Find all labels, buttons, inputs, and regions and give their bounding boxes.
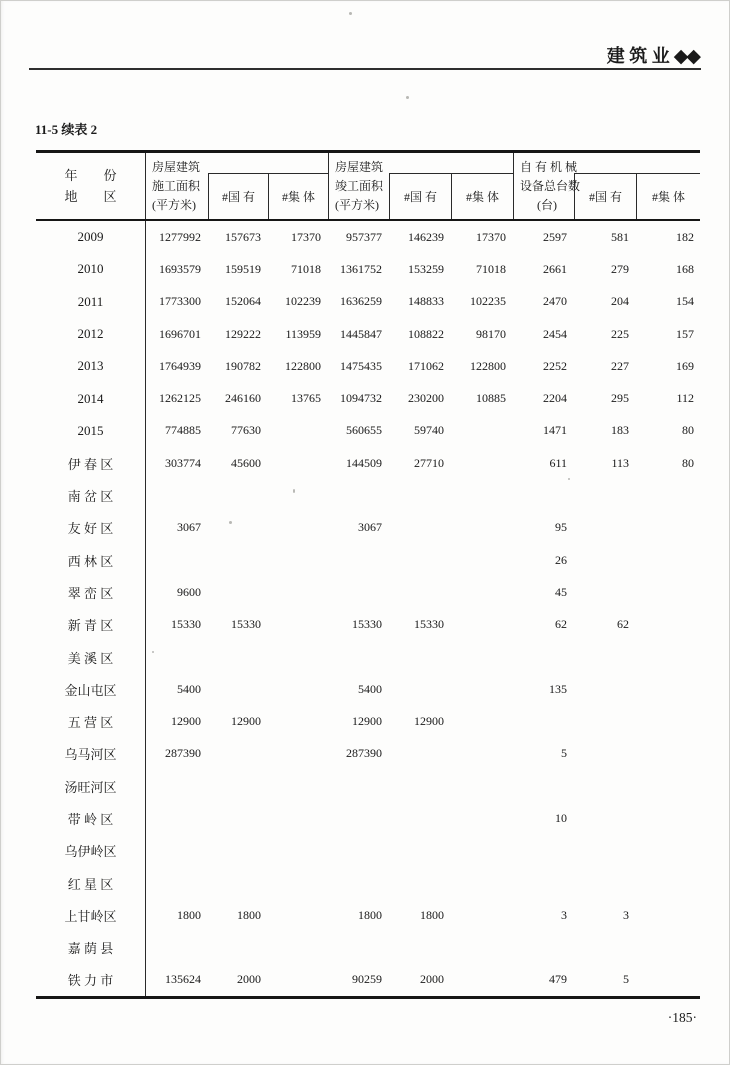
chapter-title: 建 筑 业 — [606, 46, 670, 66]
cell-value: 10885 — [476, 391, 506, 406]
cell-value: 5400 — [177, 681, 201, 696]
cell-value: 1696701 — [159, 326, 201, 341]
cell-value: 9600 — [177, 584, 201, 599]
row-label: 带 岭 区 — [36, 802, 146, 834]
cell-value: 10 — [555, 810, 567, 825]
header-group-machinery — [513, 153, 700, 219]
table-row — [36, 705, 700, 737]
cell-value: 1800 — [177, 907, 201, 922]
table-row — [36, 673, 700, 705]
cell-value: 5400 — [358, 681, 382, 696]
cell-value: 15330 — [352, 617, 382, 632]
table-row — [36, 964, 700, 996]
cell-value: 182 — [676, 229, 694, 244]
cell-value: 190782 — [225, 358, 261, 373]
table-row — [36, 867, 700, 899]
cell-value: 153259 — [408, 261, 444, 276]
cell-value: 12900 — [171, 714, 201, 729]
group-spacer — [389, 153, 513, 173]
scan-speck — [293, 489, 295, 493]
table-caption: 11-5 续表 2 — [35, 122, 98, 137]
table-row — [36, 382, 700, 414]
cell-value: 1475435 — [340, 358, 382, 373]
group-subcolumns — [208, 153, 328, 219]
cell-value: 135624 — [165, 972, 201, 987]
table-row — [36, 802, 700, 834]
subheader-state-owned: #国 有 — [208, 174, 268, 219]
table-row — [36, 641, 700, 673]
row-label: 翠 峦 区 — [36, 576, 146, 608]
table-row — [36, 932, 700, 964]
cell-value: 154 — [676, 294, 694, 309]
row-label: 铁 力 市 — [36, 964, 146, 996]
cell-value: 227 — [611, 358, 629, 373]
table-row — [36, 415, 700, 447]
cell-value: 2204 — [543, 391, 567, 406]
data-table — [36, 150, 700, 999]
cell-value: 1800 — [358, 907, 382, 922]
row-label: 友 好 区 — [36, 512, 146, 544]
header-year: 年 份 — [64, 168, 117, 183]
group-line: 竣工面积 — [335, 179, 384, 193]
table-header — [36, 153, 700, 221]
cell-value: 1636259 — [340, 294, 382, 309]
cell-value: 287390 — [165, 746, 201, 761]
group-line: (平方米) — [335, 198, 379, 212]
cell-value: 246160 — [225, 391, 261, 406]
group-line: 房屋建筑 — [152, 160, 201, 174]
row-label: 金山屯区 — [36, 673, 146, 705]
cell-value: 15330 — [171, 617, 201, 632]
cell-value: 146239 — [408, 229, 444, 244]
row-label: 五 营 区 — [36, 705, 146, 737]
header-rule — [29, 68, 701, 70]
cell-value: 225 — [611, 326, 629, 341]
cell-value: 13765 — [291, 391, 321, 406]
group-line: 施工面积 — [152, 179, 201, 193]
group-line: (台) — [537, 198, 557, 212]
row-label: 2010 — [36, 253, 146, 285]
cell-value: 77630 — [231, 423, 261, 438]
cell-value: 122800 — [285, 358, 321, 373]
cell-value: 183 — [611, 423, 629, 438]
cell-value: 171062 — [408, 358, 444, 373]
group-subrow — [208, 173, 328, 219]
cell-value: 71018 — [476, 261, 506, 276]
header-group-construction-area — [146, 153, 328, 219]
group-subrow — [574, 173, 700, 219]
group-spacer — [574, 153, 700, 173]
group-title-completed-area — [329, 153, 389, 219]
cell-value: 26 — [555, 552, 567, 567]
cell-value: 1277992 — [159, 229, 201, 244]
cell-value: 157673 — [225, 229, 261, 244]
cell-value: 1094732 — [340, 391, 382, 406]
group-title-construction-area — [146, 153, 208, 219]
table-row — [36, 576, 700, 608]
cell-value: 1800 — [237, 907, 261, 922]
cell-value: 1773300 — [159, 294, 201, 309]
table-row — [36, 318, 700, 350]
cell-value: 303774 — [165, 455, 201, 470]
row-label: 2012 — [36, 318, 146, 350]
subheader-collective: #集 体 — [268, 174, 328, 219]
cell-value: 2000 — [420, 972, 444, 987]
row-label: 2015 — [36, 415, 146, 447]
scan-speck — [406, 96, 409, 99]
group-line: 房屋建筑 — [335, 160, 384, 174]
row-label: 南 岔 区 — [36, 479, 146, 511]
cell-value: 27710 — [414, 455, 444, 470]
subheader-state-owned: #国 有 — [389, 174, 451, 219]
cell-value: 112 — [676, 391, 694, 406]
group-subrow — [389, 173, 513, 219]
group-line: 自 有 机 械 — [520, 160, 578, 174]
cell-value: 45 — [555, 584, 567, 599]
cell-value: 2000 — [237, 972, 261, 987]
cell-value: 45600 — [231, 455, 261, 470]
cell-value: 1445847 — [340, 326, 382, 341]
row-label: 西 林 区 — [36, 544, 146, 576]
cell-value: 15330 — [414, 617, 444, 632]
cell-value: 62 — [555, 617, 567, 632]
table-row — [36, 899, 700, 931]
row-label: 上甘岭区 — [36, 899, 146, 931]
row-label: 乌马河区 — [36, 738, 146, 770]
cell-value: 1361752 — [340, 261, 382, 276]
cell-value: 12900 — [352, 714, 382, 729]
group-subcolumns — [574, 153, 700, 219]
cell-value: 59740 — [414, 423, 444, 438]
cell-value: 1693579 — [159, 261, 201, 276]
cell-value: 2252 — [543, 358, 567, 373]
table-row — [36, 286, 700, 318]
cell-value: 5 — [623, 972, 629, 987]
group-title-machinery — [514, 153, 581, 219]
cell-value: 15330 — [231, 617, 261, 632]
row-label: 2014 — [36, 382, 146, 414]
cell-value: 71018 — [291, 261, 321, 276]
subheader-state-owned: #国 有 — [574, 174, 636, 219]
row-label: 嘉 荫 县 — [36, 932, 146, 964]
cell-value: 129222 — [225, 326, 261, 341]
cell-value: 5 — [561, 746, 567, 761]
cell-value: 479 — [549, 972, 567, 987]
cell-value: 560655 — [346, 423, 382, 438]
cell-value: 2597 — [543, 229, 567, 244]
cell-value: 135 — [549, 681, 567, 696]
cell-value: 80 — [682, 423, 694, 438]
scan-speck — [152, 651, 154, 653]
cell-value: 230200 — [408, 391, 444, 406]
cell-value: 17370 — [476, 229, 506, 244]
cell-value: 113959 — [285, 326, 321, 341]
row-label: 美 溪 区 — [36, 641, 146, 673]
cell-value: 95 — [555, 520, 567, 535]
cell-value: 2454 — [543, 326, 567, 341]
cell-value: 62 — [617, 617, 629, 632]
row-label: 2013 — [36, 350, 146, 382]
cell-value: 957377 — [346, 229, 382, 244]
table-row — [36, 738, 700, 770]
table-row — [36, 770, 700, 802]
cell-value: 102235 — [470, 294, 506, 309]
cell-value: 279 — [611, 261, 629, 276]
subheader-collective: #集 体 — [451, 174, 513, 219]
group-line: (平方米) — [152, 198, 196, 212]
row-label: 汤旺河区 — [36, 770, 146, 802]
cell-value: 152064 — [225, 294, 261, 309]
scan-speck — [568, 478, 570, 480]
group-subcolumns — [389, 153, 513, 219]
row-label: 红 星 区 — [36, 867, 146, 899]
page-number: ·185· — [667, 1010, 697, 1025]
row-label: 2009 — [36, 221, 146, 253]
group-line: 设备总台数 — [520, 179, 581, 193]
cell-value: 157 — [676, 326, 694, 341]
cell-value: 12900 — [414, 714, 444, 729]
table-row — [36, 479, 700, 511]
cell-value: 1764939 — [159, 358, 201, 373]
cell-value: 168 — [676, 261, 694, 276]
cell-value: 108822 — [408, 326, 444, 341]
cell-value: 98170 — [476, 326, 506, 341]
row-label: 乌伊岭区 — [36, 835, 146, 867]
header-year-region — [36, 153, 146, 219]
cell-value: 113 — [611, 455, 629, 470]
group-spacer — [208, 153, 328, 173]
cell-value: 2661 — [543, 261, 567, 276]
cell-value: 581 — [611, 229, 629, 244]
cell-value: 148833 — [408, 294, 444, 309]
subheader-collective: #集 体 — [636, 174, 700, 219]
scan-speck — [349, 12, 352, 15]
header-group-completed-area — [328, 153, 513, 219]
table-row — [36, 512, 700, 544]
table-row — [36, 609, 700, 641]
cell-value: 12900 — [231, 714, 261, 729]
cell-value: 3 — [561, 907, 567, 922]
cell-value: 295 — [611, 391, 629, 406]
cell-value: 17370 — [291, 229, 321, 244]
cell-value: 3067 — [358, 520, 382, 535]
table-row — [36, 544, 700, 576]
table-row — [36, 447, 700, 479]
table-row — [36, 835, 700, 867]
table-row — [36, 253, 700, 285]
cell-value: 204 — [611, 294, 629, 309]
row-label: 2011 — [36, 286, 146, 318]
cell-value: 3 — [623, 907, 629, 922]
cell-value: 611 — [549, 455, 567, 470]
table-body — [36, 221, 700, 996]
diamond-icons: ◆◆ — [673, 46, 699, 67]
cell-value: 144509 — [346, 455, 382, 470]
cell-value: 122800 — [470, 358, 506, 373]
row-label: 新 青 区 — [36, 609, 146, 641]
cell-value: 3067 — [177, 520, 201, 535]
cell-value: 102239 — [285, 294, 321, 309]
cell-value: 159519 — [225, 261, 261, 276]
chapter-header — [607, 42, 699, 68]
cell-value: 80 — [682, 455, 694, 470]
cell-value: 774885 — [165, 423, 201, 438]
cell-value: 2470 — [543, 294, 567, 309]
cell-value: 169 — [676, 358, 694, 373]
cell-value: 287390 — [346, 746, 382, 761]
table-row — [36, 350, 700, 382]
row-label: 伊 春 区 — [36, 447, 146, 479]
header-region: 地 区 — [64, 189, 117, 204]
scan-speck — [229, 521, 232, 524]
cell-value: 1471 — [543, 423, 567, 438]
cell-value: 1800 — [420, 907, 444, 922]
cell-value: 1262125 — [159, 391, 201, 406]
table-row — [36, 221, 700, 253]
cell-value: 90259 — [352, 972, 382, 987]
